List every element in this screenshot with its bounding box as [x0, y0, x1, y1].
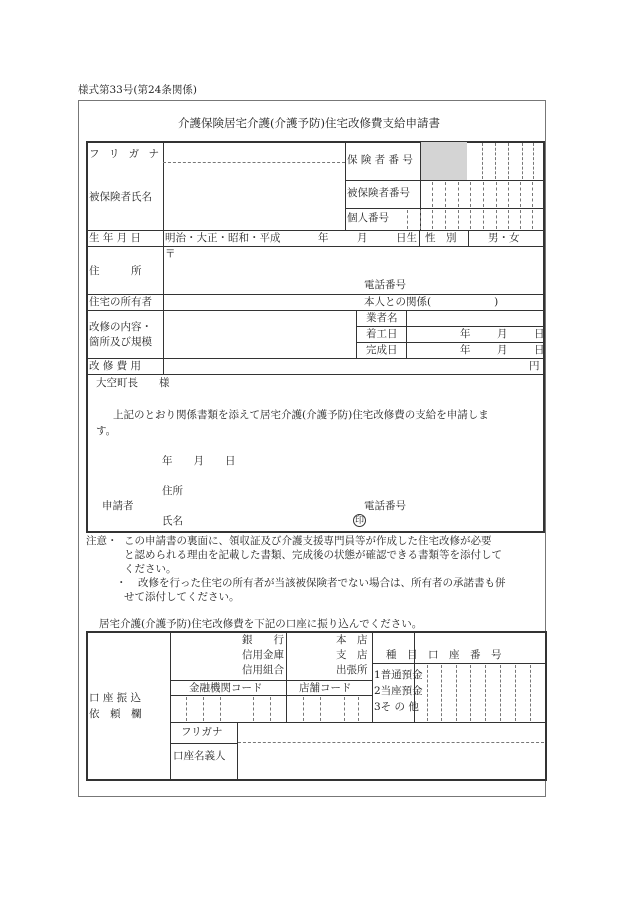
- transfer-label-1: 口 座 振 込: [89, 692, 142, 704]
- addressee: 大空町長 様: [96, 377, 170, 389]
- birth-label: 生 年 月 日: [89, 232, 142, 244]
- institution-code-label: 金融機関コード: [189, 682, 263, 694]
- postal-mark: 〒: [165, 248, 176, 260]
- bank-type-2: 信用金庫: [242, 649, 284, 661]
- note-2-bullet: ・: [116, 577, 127, 589]
- account-holder-label: 口座名義人: [173, 750, 226, 762]
- birth-month-label: 月: [357, 232, 368, 244]
- account-number-label: 口 座 番 号: [428, 649, 502, 661]
- transfer-label-2: 依 頼 欄: [89, 708, 142, 720]
- applicant-label: 申請者: [102, 500, 134, 512]
- branch-type-1: 本 店: [336, 634, 368, 646]
- complete-day: 日: [534, 344, 545, 356]
- renovation-label-1: 改修の内容・: [89, 321, 152, 333]
- complete-date-label: 完成日: [366, 344, 398, 356]
- complete-month: 月: [497, 344, 508, 356]
- account-type-label: 種 目: [386, 649, 418, 661]
- branch-type-3: 出張所: [336, 664, 368, 676]
- applicant-address-label: 住所: [162, 485, 183, 497]
- bank-type-1: 銀 行: [242, 634, 284, 646]
- cost-label: 改 修 費 用: [89, 360, 142, 372]
- note-2-line-1: 改修を行った住宅の所有者が当該被保険者でない場合は、所有者の承諾書も併: [138, 577, 506, 589]
- sex-label: 性 別: [425, 232, 457, 244]
- start-month: 月: [497, 328, 508, 340]
- account-type-2: 2当座預金: [374, 685, 423, 697]
- branch-type-2: 支 店: [336, 649, 368, 661]
- account-type-1: 1普通預金: [374, 669, 423, 681]
- personal-number-label: 個人番号: [347, 212, 389, 224]
- start-year: 年: [460, 328, 471, 340]
- insurer-number-label: 保 険 者 番 号: [347, 154, 413, 166]
- start-date-label: 着工日: [366, 328, 398, 340]
- birth-eras: 明治・大正・昭和・平成: [165, 232, 281, 244]
- holder-furigana-label: フリガナ: [181, 726, 223, 738]
- start-day: 日: [534, 328, 545, 340]
- insured-name-label: 被保険者氏名: [89, 191, 152, 203]
- address-label: 住 所: [89, 265, 142, 277]
- furigana-label: フ リ ガ ナ: [89, 148, 163, 160]
- contractor-label: 業者名: [366, 312, 398, 324]
- form-number: 様式第33号(第24条関係): [78, 84, 197, 96]
- birth-year-label: 年: [318, 232, 329, 244]
- cost-yen: 円: [529, 360, 540, 372]
- form-title: 介護保険居宅介護(介護予防)住宅改修費支給申請書: [178, 116, 440, 130]
- account-type-3: 3そ の 他: [374, 701, 419, 713]
- note-1-line-1: この申請書の裏面に、領収証及び介護支援専門員等が作成した住宅改修が必要: [124, 535, 492, 547]
- branch-code-label: 店舗コード: [299, 682, 352, 694]
- owner-relation: 本人との関係( ): [364, 296, 499, 308]
- bank-type-3: 信用組合: [242, 664, 284, 676]
- applicant-phone-label: 電話番号: [364, 500, 406, 512]
- note-1-line-2: と認められる理由を記載した書類、完成後の状態が確認できる書類等を添付して: [124, 549, 502, 561]
- statement-line-2: す。: [96, 425, 117, 437]
- insurer-number-shaded: [421, 142, 467, 180]
- seal-mark: 印: [354, 516, 364, 526]
- insured-number-label: 被保険者番号: [347, 187, 410, 199]
- sex-options: 男・女: [488, 232, 520, 244]
- renovation-label-2: 箇所及び規模: [89, 336, 152, 348]
- complete-year: 年: [460, 344, 471, 356]
- note-1-line-3: ください。: [124, 563, 177, 575]
- statement-line-1: 上記のとおり関係書類を添えて居宅介護(介護予防)住宅改修費の支給を申請しま: [113, 409, 489, 421]
- birth-day-label: 日生: [396, 232, 417, 244]
- bank-intro: 居宅介護(介護予防)住宅改修費を下記の口座に振り込んでください。: [99, 618, 423, 630]
- note-2-line-2: せて添付してください。: [124, 591, 240, 603]
- notes-heading: 注意・: [86, 535, 118, 547]
- applicant-name-label: 氏名: [162, 515, 183, 527]
- application-date: 年 月 日: [162, 455, 236, 467]
- address-phone-label: 電話番号: [364, 279, 406, 291]
- owner-label: 住宅の所有者: [89, 296, 152, 308]
